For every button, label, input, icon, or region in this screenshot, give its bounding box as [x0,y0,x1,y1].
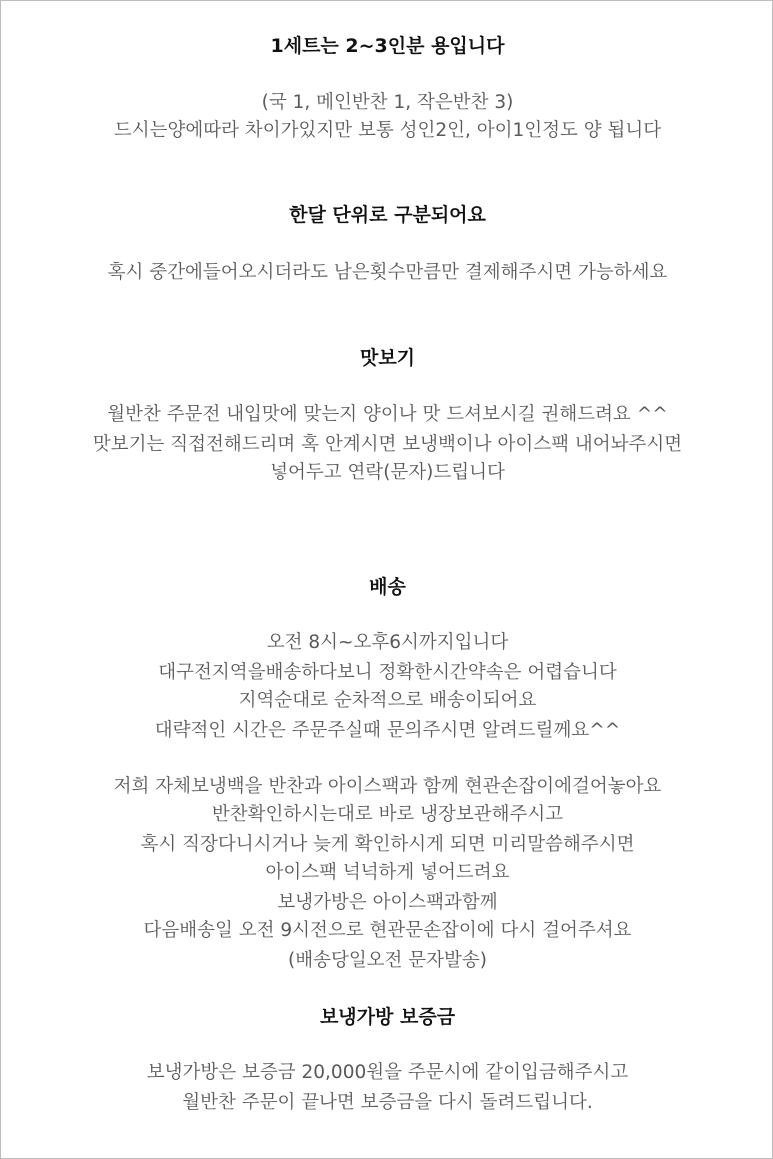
text-line: 다음배송일 오전 9시전으로 현관문손잡이에 다시 걸어주셔요 [143,920,632,941]
section-heading-delivery: 배송 [369,576,406,598]
text-line: 아이스팩 넉넉하게 넣어드려요 [265,862,510,883]
text-line: (배송당일오전 문자발송) [287,950,488,971]
text-line: 혹시 직장다니시거나 늦게 확인하시게 되면 미리말씀해주시면 [140,834,635,855]
text-line: 대략적인 시간은 주문주실때 문의주시면 알려드릴께요^^ [154,720,621,741]
text-line: 보냉가방은 아이스팩과함께 [277,892,498,913]
section-heading-serving-size: 1세트는 2~3인분 용입니다 [270,35,505,57]
text-line: 드시는양에따라 차이가있지만 보통 성인2인, 아이1인정도 양 됩니다 [113,120,662,141]
text-line: 보냉가방은 보증금 20,000원을 주문시에 같이입금해주시고 [146,1062,629,1083]
text-line: 맛보기는 직접전해드리며 혹 안계시면 보냉백이나 아이스팩 내어놔주시면 [92,434,683,455]
text-line: 오전 8시~오후6시까지입니다 [266,632,509,653]
text-line: 월반찬 주문전 내입맛에 맞는지 양이나 맛 드셔보시길 권해드려요 ^^ [107,404,668,425]
section-heading-deposit: 보냉가방 보증금 [319,1006,456,1028]
text-line: 지역순대로 순차적으로 배송이되어요 [238,690,537,711]
text-line: 월반찬 주문이 끝나면 보증금을 다시 돌려드립니다. [182,1092,593,1113]
text-line: 넣어두고 연락(문자)드립니다 [270,462,505,483]
text-line: 대구전지역을배송하다보니 정확한시간약속은 어렵습니다 [158,662,617,683]
section-heading-monthly-unit: 한달 단위로 구분되어요 [289,204,486,226]
text-line: (국 1, 메인반찬 1, 작은반찬 3) [261,92,514,113]
text-line: 반찬확인하시는대로 바로 냉장보관해주시고 [211,804,564,825]
text-line: 저희 자체보냉백을 반찬과 아이스팩과 함께 현관손잡이에걸어놓아요 [113,776,662,797]
text-line: 혹시 중간에들어오시더라도 남은횟수만큼만 결제해주시면 가능하세요 [107,262,668,283]
section-heading-tasting: 맛보기 [359,347,416,369]
